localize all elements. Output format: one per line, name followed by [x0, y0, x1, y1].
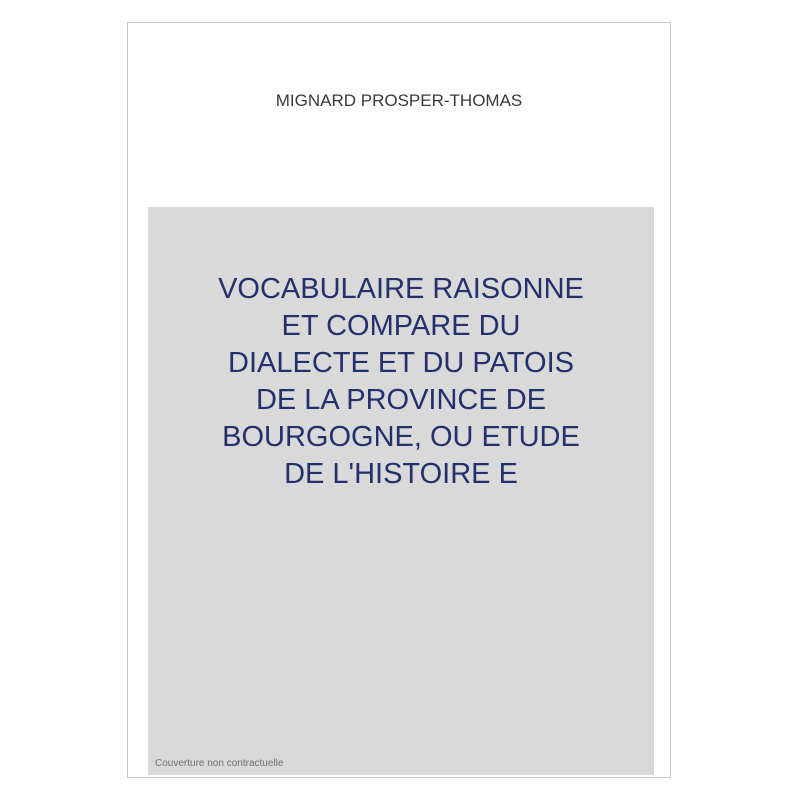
title-line: BOURGOGNE, OU ETUDE — [222, 421, 580, 453]
book-title — [148, 271, 654, 493]
title-line: VOCABULAIRE RAISONNE — [218, 273, 584, 305]
title-line: DIALECTE ET DU PATOIS — [228, 347, 574, 379]
title-line: DE LA PROVINCE DE — [255, 384, 547, 416]
title-line: ET COMPARE DU — [281, 310, 521, 342]
title-panel — [148, 207, 654, 775]
title-line: DE L'HISTOIRE E — [284, 458, 518, 490]
author-name: MIGNARD PROSPER-THOMAS — [275, 91, 523, 110]
cover-disclaimer: Couverture non contractuelle — [155, 758, 284, 769]
book-cover — [127, 22, 671, 778]
